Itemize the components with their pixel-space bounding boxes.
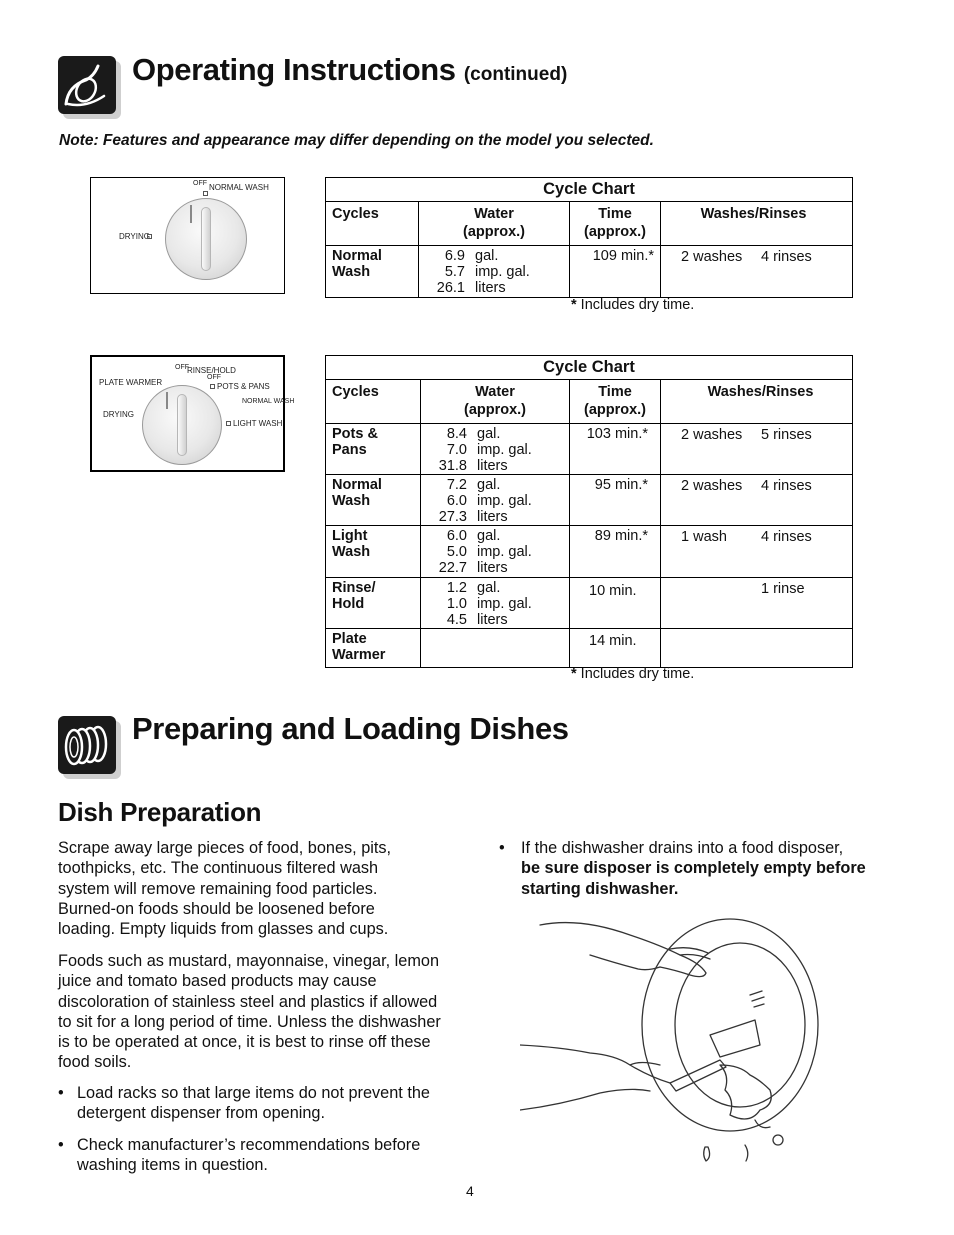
list-item: • Check manufacturer’s recommendations before washing items in question. (58, 1136, 421, 1175)
water-amounts: 6.0 gal. 5.0 imp. gal. 22.7 liters (421, 526, 570, 578)
table-row (326, 526, 853, 578)
cycle-time: 95 min.* (570, 475, 661, 526)
dial-label-pots-pans: POTS & PANS (217, 382, 270, 391)
washes-rinses: 1 wash 4 rinses (661, 526, 853, 578)
page-number: 4 (466, 1183, 474, 1199)
table-row (326, 629, 853, 668)
dial-label-rinse-hold: RINSE/HOLD (187, 366, 236, 375)
col-header-water: Water (approx.) (419, 202, 570, 246)
dial-label-drying: DRYING (119, 232, 150, 241)
bullet-icon: • (58, 1136, 64, 1154)
drying-indicator-icon (147, 234, 152, 239)
cycle-time: 89 min.* (570, 526, 661, 578)
col-header-time: Time (approx.) (570, 380, 661, 424)
water-amounts (421, 629, 570, 668)
bullet-icon: • (499, 839, 505, 857)
section-title: Preparing and Loading Dishes (132, 711, 569, 746)
normal-wash-indicator-icon (203, 191, 208, 196)
chart2-footnote: * Includes dry time. (571, 666, 695, 682)
cycle-time: 10 min. (570, 578, 661, 629)
dial-label-drying: DRYING (103, 410, 134, 419)
col-header-water: Water (approx.) (421, 380, 570, 424)
washes-rinses: 1 rinse (661, 578, 853, 629)
water-amounts: 8.4 gal. 7.0 imp. gal. 31.8 liters (421, 424, 570, 475)
page-title: Operating Instructions (continued) (132, 52, 568, 87)
dish-prep-paragraph-1: Scrape away large pieces of food, bones, pits, toothpicks, etc. The continuous filtered wash system will remove remaining food particles. Burned-on foods should be loosened before loading. Empty liquids from glasses and cups. (58, 839, 392, 939)
cycle-name: Normal Wash (326, 246, 419, 298)
dial-label-normal-wash: NORMAL WASH (209, 183, 269, 192)
cycle-name: Pots & Pans (326, 424, 421, 475)
cycle-name: Plate Warmer (326, 629, 421, 668)
chart-title: Cycle Chart (326, 356, 853, 380)
cycle-chart-1 (325, 177, 853, 298)
washes-rinses: 2 washes 5 rinses (661, 424, 853, 475)
washes-rinses (661, 629, 853, 668)
operating-instructions-icon (58, 56, 116, 114)
model-note: Note: Features and appearance may differ depending on the model you selected. (59, 132, 654, 149)
table-row (326, 578, 853, 629)
cycle-selector-dial[interactable] (165, 198, 247, 280)
col-header-time: Time (approx.) (570, 202, 661, 246)
cycle-time: 109 min.* (570, 246, 661, 298)
light-wash-indicator-icon (226, 421, 231, 426)
chart1-footnote: * Includes dry time. (571, 297, 695, 313)
list-item: • Load racks so that large items do not prevent the detergent dispenser from opening. (58, 1084, 430, 1123)
table-row (326, 246, 853, 298)
pots-pans-indicator-icon (210, 384, 215, 389)
water-amounts: 7.2 gal. 6.0 imp. gal. 27.3 liters (421, 475, 570, 526)
dial-label-off-2: OFF (207, 374, 221, 381)
dishes-icon (58, 716, 116, 774)
subsection-title: Dish Preparation (58, 797, 262, 827)
dish-prep-paragraph-2: Foods such as mustard, mayonnaise, vinegar, lemon juice and tomato based products may cause discoloration of stainless steel and plastics if allowed to sit for a long period of time. Unless the dishwasher is to be operated at once, it is best to rinse off these food soils. (58, 952, 441, 1072)
col-header-washes-rinses: Washes/Rinses (661, 380, 853, 424)
table-row (326, 424, 853, 475)
list-item: • If the dishwasher drains into a food disposer, be sure disposer is completely empty before starting dishwasher. (499, 839, 866, 898)
chart-title: Cycle Chart (326, 178, 853, 202)
cycle-chart-2 (325, 355, 853, 668)
control-dial-panel-1 (90, 177, 285, 294)
washes-rinses: 2 washes 4 rinses (661, 475, 853, 526)
control-dial-panel-2 (90, 355, 295, 472)
page-subtitle: (continued) (463, 64, 568, 85)
table-row (326, 475, 853, 526)
cycle-selector-dial[interactable] (142, 385, 222, 465)
col-header-cycles: Cycles (326, 202, 419, 246)
dial-label-normal-wash: NORMAL WASH (242, 398, 295, 405)
dial-label-light-wash: LIGHT WASH (233, 419, 283, 428)
cycle-name: Rinse/ Hold (326, 578, 421, 629)
bullet-icon: • (58, 1084, 64, 1102)
cycle-name: Normal Wash (326, 475, 421, 526)
dial-label-plate-warmer: PLATE WARMER (99, 378, 163, 387)
scraping-plate-illustration (520, 915, 820, 1175)
col-header-cycles: Cycles (326, 380, 421, 424)
cycle-name: Light Wash (326, 526, 421, 578)
water-amounts: 6.9 gal. 5.7 imp. gal. 26.1 liters (419, 246, 570, 298)
washes-rinses: 2 washes 4 rinses (661, 246, 853, 298)
cycle-time: 103 min.* (570, 424, 661, 475)
dial-label-off: OFF (193, 180, 207, 187)
cycle-time: 14 min. (570, 629, 661, 668)
dial-label-off: OFF (175, 364, 189, 371)
col-header-washes-rinses: Washes/Rinses (661, 202, 853, 246)
water-amounts: 1.2 gal. 1.0 imp. gal. 4.5 liters (421, 578, 570, 629)
